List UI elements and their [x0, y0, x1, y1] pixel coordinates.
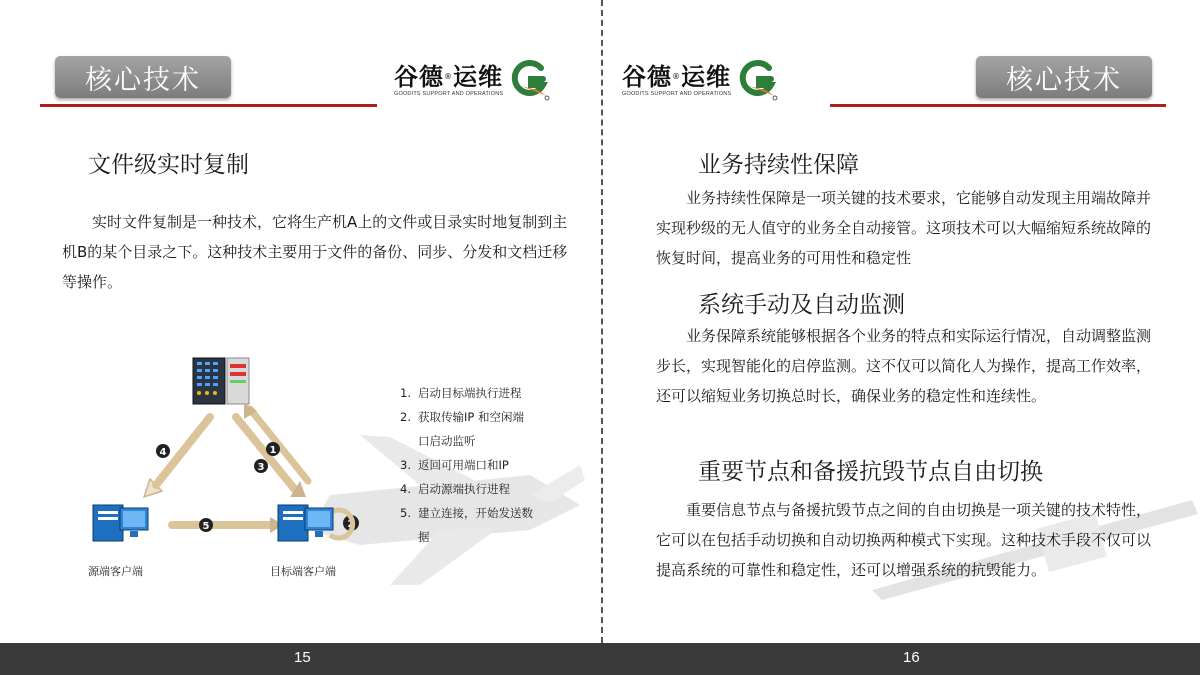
arrow-number-1: 1 — [269, 445, 277, 456]
replication-diagram — [60, 345, 600, 590]
logo-g-icon — [507, 58, 551, 102]
company-logo: 谷德®运维 GOODITS SUPPORT AND OPERATIONS — [394, 58, 551, 102]
company-logo: 谷德®运维 GOODITS SUPPORT AND OPERATIONS — [622, 58, 779, 102]
section-title: 文件级实时复制 — [88, 152, 249, 178]
section-paragraph: 重要信息节点与备援抗毁节点之间的自由切换是一项关键的技术特性，它可以在包括手动切换和自动切换两种模式下实现。这种技术手段不仅可以提高系统的可靠性和稳定性，还可以增强系统的抗毁能力。 — [656, 501, 1152, 579]
section-paragraph: 业务持续性保障是一项关键的技术要求，它能够自动发现主用端故障并实现秒级的无人值守的业务全自动接管。这项技术可以大幅缩短系统故障的恢复时间，提高业务的可用性和稳定性 — [656, 189, 1152, 267]
section-tab: 核心技术 — [55, 56, 231, 98]
section-tab: 核心技术 — [976, 56, 1152, 98]
footer-bar — [0, 643, 1200, 675]
logo-g-icon — [735, 58, 779, 102]
step-list — [400, 381, 580, 549]
left-page — [0, 0, 600, 643]
section-paragraph: 业务保障系统能够根据各个业务的特点和实际运行情况，自动调整监测步长，实现智能化的启停监测。这不仅可以简化人为操作，提高工作效率，还可以缩短业务切换总时长，确保业务的稳定性和连续性。 — [656, 327, 1152, 405]
section-title: 系统手动及自动监测 — [698, 292, 905, 318]
server-icon — [193, 358, 249, 404]
source-client-label: 源端客户端 — [88, 565, 143, 578]
target-client-label: 目标端客户端 — [270, 565, 336, 578]
step-item: 3. 返回可用端口和IP — [400, 458, 509, 472]
arrow-number-4: 4 — [159, 447, 167, 458]
page-number-left: 15 — [294, 649, 311, 666]
logo-tagline: GOODITS SUPPORT AND OPERATIONS — [394, 90, 504, 97]
header-rule — [40, 104, 377, 107]
step-item: 5. 建立连接，开始发送数 — [400, 506, 533, 520]
arrow-number-5: 5 — [202, 521, 210, 532]
step-item: 4. 启动源端执行进程 — [400, 482, 510, 496]
section-title: 业务持续性保障 — [698, 152, 859, 178]
source-computer-icon — [93, 505, 148, 541]
section-paragraph: 实时文件复制是一种技术，它将生产机A上的文件或目录实时地复制到主机B的某个目录之下。这种技术主要用于文件的备份、同步、分发和文档迁移等操作。 — [62, 213, 568, 291]
step-item-continuation: 口启动监听 — [418, 434, 476, 448]
step-item: 2. 获取传输IP 和空闲端 — [400, 410, 524, 424]
arrow-number-2: 2 — [347, 519, 355, 530]
right-page — [602, 0, 1200, 643]
target-computer-icon — [278, 505, 333, 541]
header-rule — [830, 104, 1166, 107]
page-number-right: 16 — [903, 649, 920, 666]
arrow-number-3: 3 — [257, 462, 265, 473]
step-item-continuation: 据 — [418, 530, 430, 544]
logo-tagline: GOODITS SUPPORT AND OPERATIONS — [622, 90, 732, 97]
section-title: 重要节点和备援抗毁节点自由切换 — [698, 459, 1043, 485]
step-item: 1. 启动目标端执行进程 — [400, 386, 522, 400]
